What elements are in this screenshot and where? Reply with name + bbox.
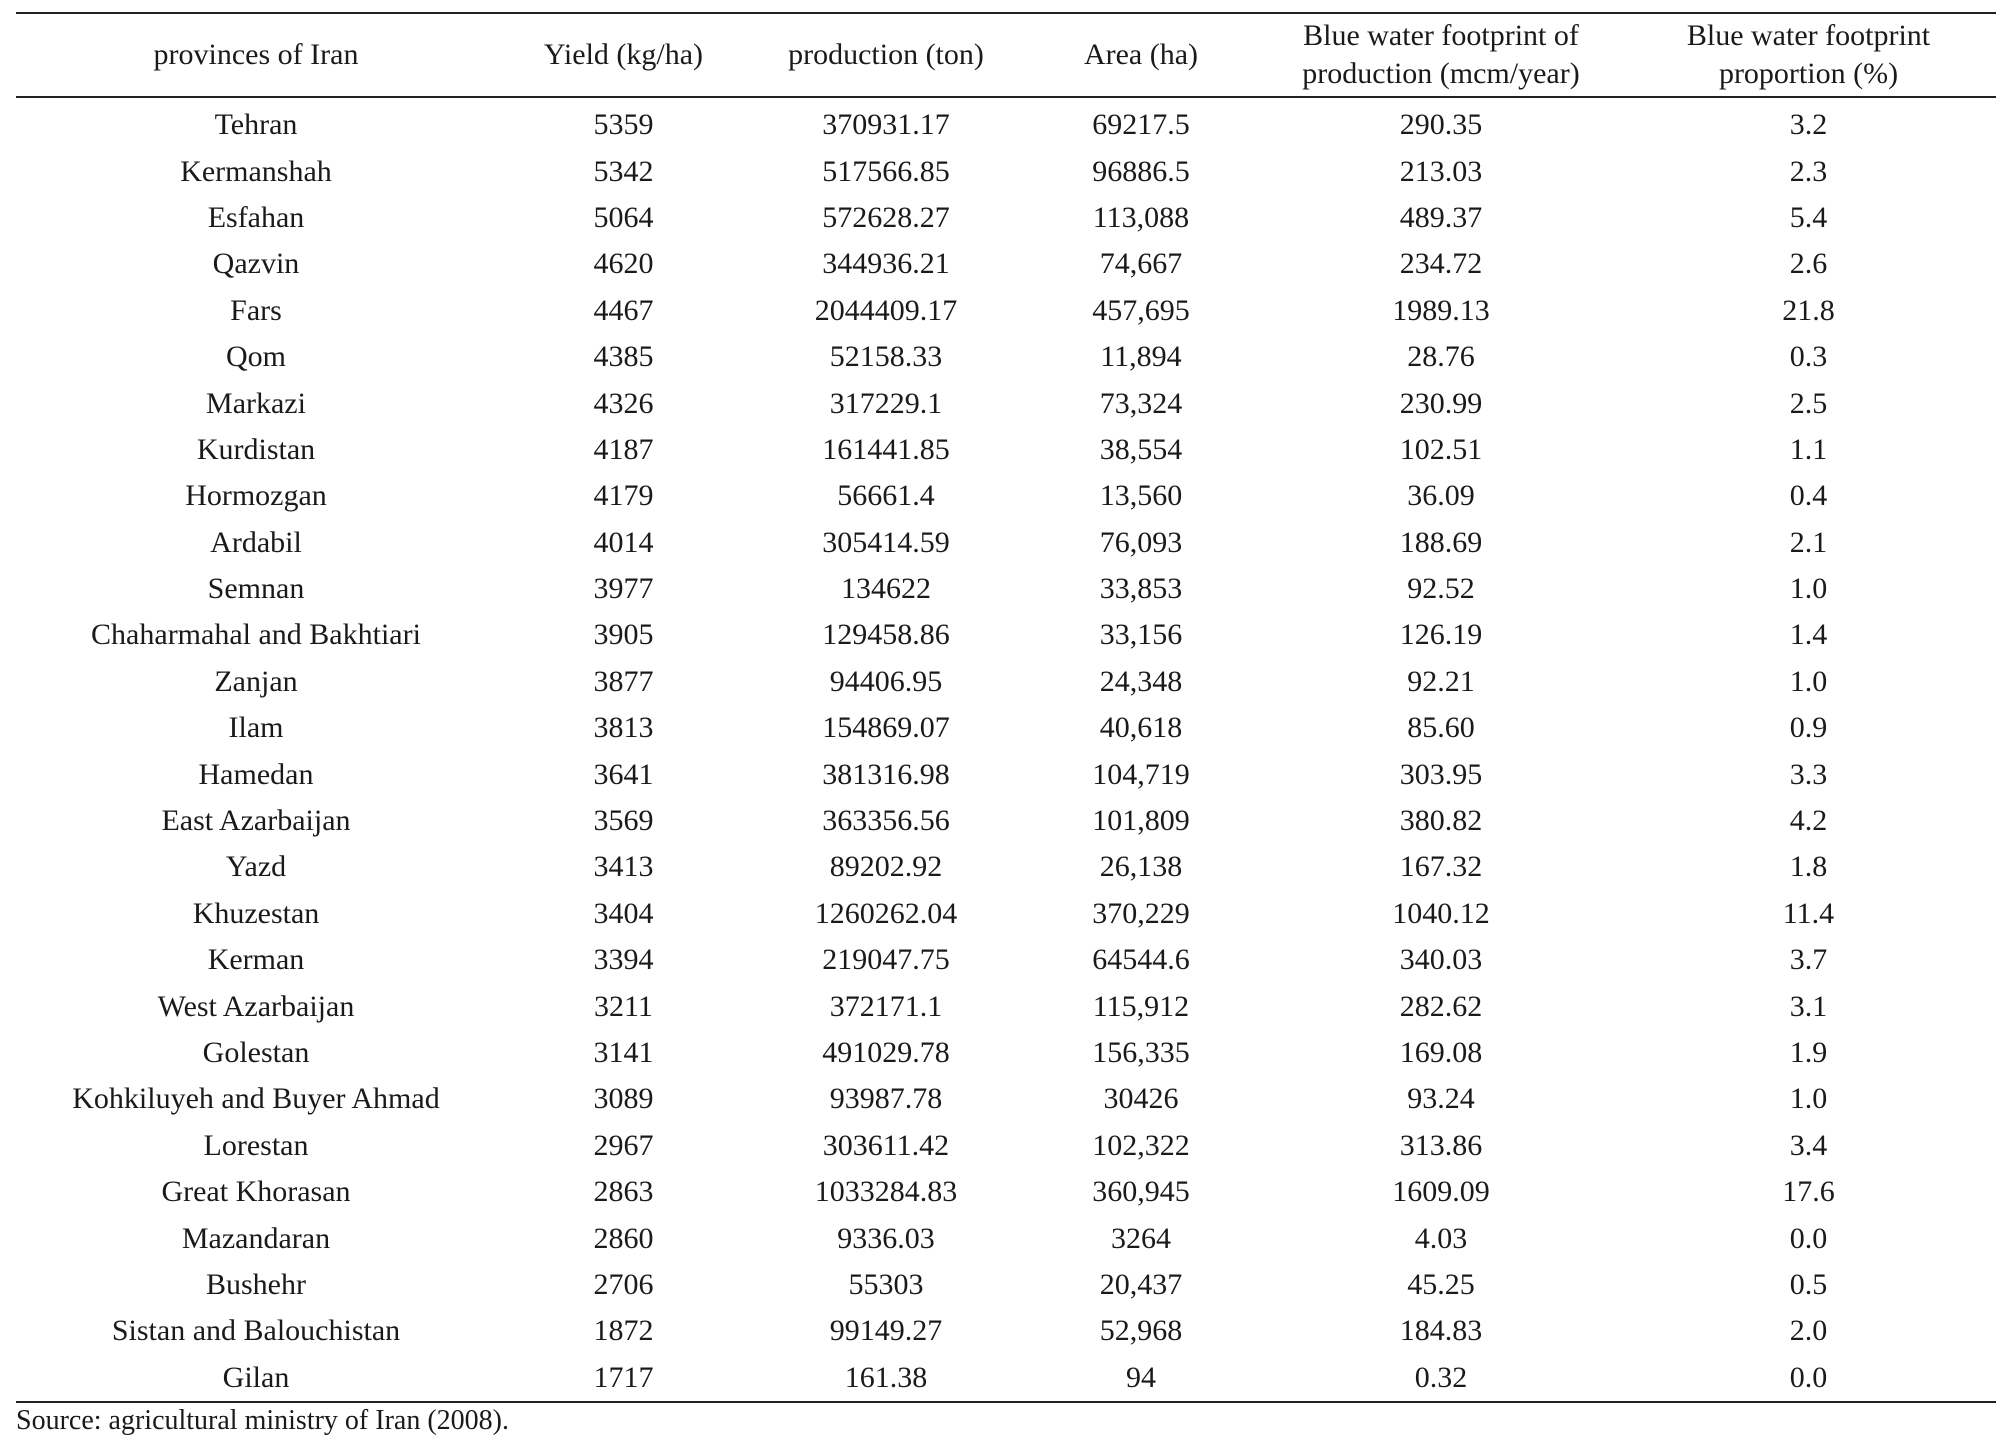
cell-province: Hamedan	[198, 757, 314, 791]
cell-province: Khuzestan	[192, 896, 320, 930]
table-row	[16, 1308, 1996, 1354]
cell-blue-water-footprint: 1040.12	[1392, 896, 1490, 930]
cell-province: Zanjan	[214, 664, 298, 698]
cell-blue-water-footprint: 167.32	[1399, 850, 1483, 884]
cell-province: Ardabil	[210, 525, 302, 559]
header-line: Area (ha)	[1083, 38, 1199, 71]
cell-province: Gilan	[222, 1360, 290, 1394]
header-area	[1021, 13, 1261, 97]
cell-area: 30426	[1103, 1082, 1179, 1116]
cell-yield: 2860	[593, 1221, 654, 1255]
cell-area: 33,156	[1099, 618, 1183, 652]
cell-province: Esfahan	[207, 200, 305, 234]
cell-footprint-proportion: 0.0	[1789, 1221, 1828, 1255]
cell-production: 317229.1	[829, 386, 943, 420]
cell-blue-water-footprint: 313.86	[1399, 1128, 1483, 1162]
cell-footprint-proportion: 2.0	[1789, 1314, 1828, 1348]
cell-footprint-proportion: 3.2	[1789, 108, 1828, 142]
cell-area: 156,335	[1092, 1036, 1190, 1069]
table-row	[16, 1169, 1996, 1215]
cell-yield: 3977	[593, 572, 654, 606]
cell-production: 305414.59	[822, 525, 950, 559]
header-line: production (ton)	[788, 38, 984, 71]
cell-production: 2044409.17	[814, 293, 958, 327]
data-table-container	[16, 12, 1996, 1403]
cell-blue-water-footprint: 85.60	[1407, 711, 1475, 745]
cell-area: 457,695	[1092, 293, 1190, 327]
cell-province: Chaharmahal and Bakhtiari	[91, 618, 421, 652]
cell-blue-water-footprint: 102.51	[1399, 432, 1483, 466]
cell-blue-water-footprint: 282.62	[1399, 989, 1483, 1023]
cell-production: 129458.86	[822, 618, 950, 652]
table-row	[16, 1262, 1996, 1308]
cell-yield: 3877	[593, 664, 654, 698]
cell-footprint-proportion: 2.6	[1789, 247, 1828, 281]
cell-province: East Azarbaijan	[161, 804, 351, 838]
cell-province: Kurdistan	[196, 432, 316, 466]
cell-production: 303611.42	[822, 1128, 950, 1162]
cell-yield: 5064	[593, 200, 654, 234]
table-row	[16, 473, 1996, 519]
cell-province: Sistan and Balouchistan	[111, 1314, 401, 1348]
cell-blue-water-footprint: 1989.13	[1392, 293, 1490, 327]
cell-province: Great Khorasan	[161, 1175, 351, 1209]
cell-blue-water-footprint: 169.08	[1399, 1036, 1483, 1069]
header-footprint-proportion	[1621, 13, 1996, 97]
cell-yield: 4620	[593, 247, 654, 281]
table-body	[16, 97, 1996, 1402]
table-header	[16, 13, 1996, 97]
header-line: proportion (%)	[1718, 57, 1899, 90]
cell-footprint-proportion: 0.3	[1789, 340, 1828, 374]
cell-blue-water-footprint: 340.03	[1399, 943, 1483, 977]
header-yield	[496, 13, 751, 97]
cell-footprint-proportion: 2.3	[1789, 154, 1828, 188]
cell-yield: 4467	[593, 293, 654, 327]
cell-production: 93987.78	[829, 1082, 943, 1116]
table-row	[16, 195, 1996, 241]
header-line: provinces of Iran	[153, 38, 359, 71]
cell-blue-water-footprint: 303.95	[1399, 757, 1483, 791]
cell-area: 76,093	[1099, 525, 1183, 559]
cell-production: 572628.27	[822, 200, 950, 234]
cell-blue-water-footprint: 489.37	[1399, 200, 1483, 234]
cell-production: 1260262.04	[814, 896, 958, 930]
province-water-footprint-table	[16, 12, 1996, 1403]
cell-province: Kohkiluyeh and Buyer Ahmad	[72, 1082, 440, 1116]
cell-province: Golestan	[202, 1036, 310, 1069]
cell-blue-water-footprint: 93.24	[1407, 1082, 1475, 1116]
cell-area: 360,945	[1092, 1175, 1190, 1209]
cell-yield: 3641	[593, 757, 654, 791]
cell-footprint-proportion: 11.4	[1782, 896, 1835, 930]
table-row	[16, 566, 1996, 612]
table-row	[16, 427, 1996, 473]
cell-blue-water-footprint: 234.72	[1399, 247, 1483, 281]
cell-area: 3264	[1111, 1221, 1171, 1255]
cell-footprint-proportion: 4.2	[1789, 804, 1828, 838]
cell-footprint-proportion: 0.5	[1789, 1267, 1828, 1301]
header-production	[751, 13, 1021, 97]
cell-production: 1033284.83	[814, 1175, 958, 1209]
cell-yield: 1872	[593, 1314, 654, 1348]
cell-footprint-proportion: 1.0	[1789, 572, 1828, 606]
cell-yield: 3569	[593, 804, 654, 838]
cell-footprint-proportion: 1.8	[1789, 850, 1828, 884]
cell-yield: 3813	[593, 711, 654, 745]
cell-footprint-proportion: 2.5	[1789, 386, 1828, 420]
cell-footprint-proportion: 1.0	[1789, 1082, 1828, 1116]
cell-production: 99149.27	[829, 1314, 943, 1348]
cell-production: 9336.03	[837, 1221, 935, 1255]
cell-blue-water-footprint: 188.69	[1399, 525, 1483, 559]
table-row	[16, 612, 1996, 658]
table-row	[16, 288, 1996, 334]
table-row	[16, 983, 1996, 1029]
cell-area: 96886.5	[1092, 154, 1190, 188]
cell-blue-water-footprint: 213.03	[1399, 154, 1483, 188]
cell-production: 344936.21	[822, 247, 950, 281]
cell-area: 38,554	[1099, 432, 1183, 466]
cell-area: 24,348	[1099, 664, 1183, 698]
table-row	[16, 705, 1996, 751]
cell-blue-water-footprint: 184.83	[1399, 1314, 1483, 1348]
cell-yield: 2706	[593, 1267, 654, 1301]
cell-area: 33,853	[1099, 572, 1183, 606]
cell-production: 56661.4	[837, 479, 935, 513]
cell-production: 89202.92	[829, 850, 943, 884]
cell-footprint-proportion: 3.7	[1789, 943, 1828, 977]
cell-footprint-proportion: 1.1	[1789, 432, 1828, 466]
cell-province: Mazandaran	[181, 1221, 331, 1255]
cell-footprint-proportion: 5.4	[1789, 200, 1828, 234]
cell-yield: 3905	[593, 618, 654, 652]
table-row	[16, 891, 1996, 937]
table-row	[16, 148, 1996, 194]
table-row	[16, 1123, 1996, 1169]
cell-production: 94406.95	[829, 664, 943, 698]
cell-province: Semnan	[207, 572, 305, 606]
cell-footprint-proportion: 2.1	[1789, 525, 1828, 559]
table-row	[16, 241, 1996, 287]
cell-production: 52158.33	[829, 340, 943, 374]
cell-blue-water-footprint: 126.19	[1399, 618, 1483, 652]
cell-blue-water-footprint: 4.03	[1414, 1221, 1468, 1255]
cell-area: 73,324	[1099, 386, 1183, 420]
cell-yield: 3413	[593, 850, 654, 884]
table-row	[16, 844, 1996, 890]
cell-province: Yazd	[225, 850, 287, 884]
cell-yield: 4385	[593, 340, 654, 374]
cell-footprint-proportion: 3.4	[1789, 1128, 1828, 1162]
cell-yield: 2967	[593, 1128, 654, 1162]
header-line: Blue water footprint of	[1303, 19, 1579, 52]
table-row	[16, 1215, 1996, 1261]
cell-footprint-proportion: 3.3	[1789, 757, 1828, 791]
cell-province: Tehran	[214, 108, 298, 142]
cell-production: 134622	[841, 572, 931, 606]
cell-blue-water-footprint: 290.35	[1399, 108, 1483, 142]
header-blue-water-footprint	[1261, 13, 1621, 97]
cell-area: 102,322	[1092, 1128, 1190, 1162]
cell-province: Qom	[226, 340, 286, 374]
table-row	[16, 1076, 1996, 1122]
cell-area: 64544.6	[1092, 943, 1190, 977]
header-line: Yield (kg/ha)	[543, 38, 704, 71]
table-row	[16, 380, 1996, 426]
cell-yield: 3089	[593, 1082, 654, 1116]
cell-footprint-proportion: 1.9	[1789, 1036, 1828, 1069]
cell-production: 161.38	[844, 1360, 928, 1394]
cell-blue-water-footprint: 230.99	[1399, 386, 1483, 420]
cell-production: 372171.1	[829, 989, 943, 1023]
cell-yield: 3211	[594, 989, 653, 1023]
cell-production: 517566.85	[822, 154, 950, 188]
cell-production: 219047.75	[822, 943, 950, 977]
cell-production: 161441.85	[822, 432, 950, 466]
header-line: Blue water footprint	[1686, 19, 1931, 52]
cell-province: Qazvin	[212, 247, 300, 281]
cell-production: 381316.98	[822, 757, 950, 791]
cell-footprint-proportion: 1.0	[1789, 664, 1828, 698]
cell-footprint-proportion: 0.4	[1789, 479, 1828, 513]
cell-footprint-proportion: 0.0	[1789, 1360, 1828, 1394]
cell-area: 113,088	[1092, 200, 1190, 234]
cell-blue-water-footprint: 45.25	[1407, 1267, 1475, 1301]
cell-production: 363356.56	[822, 804, 950, 838]
cell-yield: 3141	[593, 1036, 654, 1069]
cell-area: 13,560	[1099, 479, 1183, 513]
cell-area: 26,138	[1099, 850, 1183, 884]
cell-area: 115,912	[1092, 989, 1190, 1023]
cell-footprint-proportion: 21.8	[1782, 293, 1835, 327]
cell-yield: 4014	[593, 525, 654, 559]
cell-province: Hormozgan	[185, 479, 327, 513]
header-line: production (mcm/year)	[1302, 57, 1580, 90]
table-row	[16, 798, 1996, 844]
cell-blue-water-footprint: 92.52	[1407, 572, 1475, 606]
table-row	[16, 659, 1996, 705]
cell-area: 370,229	[1092, 896, 1190, 930]
cell-province: Kermanshah	[180, 154, 332, 188]
table-row	[16, 520, 1996, 566]
header-province	[16, 13, 496, 97]
table-row	[16, 937, 1996, 983]
cell-production: 491029.78	[822, 1036, 950, 1069]
header-row	[16, 13, 1996, 97]
table-row	[16, 97, 1996, 148]
cell-province: Bushehr	[206, 1267, 306, 1301]
cell-blue-water-footprint: 92.21	[1407, 664, 1475, 698]
cell-area: 94	[1126, 1360, 1156, 1394]
cell-province: Fars	[230, 293, 282, 327]
cell-blue-water-footprint: 28.76	[1407, 340, 1475, 374]
cell-blue-water-footprint: 380.82	[1399, 804, 1483, 838]
cell-area: 52,968	[1099, 1314, 1183, 1348]
cell-province: West Azarbaijan	[157, 989, 355, 1023]
table-row	[16, 751, 1996, 797]
cell-footprint-proportion: 17.6	[1782, 1175, 1835, 1209]
cell-area: 40,618	[1099, 711, 1183, 745]
cell-footprint-proportion: 0.9	[1789, 711, 1828, 745]
table-row	[16, 334, 1996, 380]
cell-blue-water-footprint: 1609.09	[1392, 1175, 1490, 1209]
cell-yield: 4326	[593, 386, 654, 420]
cell-yield: 4187	[593, 432, 654, 466]
cell-yield: 5359	[593, 108, 654, 142]
cell-production: 370931.17	[822, 108, 950, 142]
cell-footprint-proportion: 3.1	[1789, 989, 1828, 1023]
cell-yield: 4179	[593, 479, 654, 513]
cell-area: 74,667	[1099, 247, 1183, 281]
cell-yield: 1717	[593, 1360, 654, 1394]
cell-area: 104,719	[1092, 757, 1190, 791]
cell-blue-water-footprint: 0.32	[1414, 1360, 1468, 1394]
cell-yield: 3404	[593, 896, 654, 930]
table-row	[16, 1030, 1996, 1076]
cell-yield: 2863	[593, 1175, 654, 1209]
cell-province: Ilam	[228, 711, 284, 745]
cell-yield: 5342	[593, 154, 654, 188]
cell-area: 20,437	[1099, 1267, 1183, 1301]
cell-area: 69217.5	[1092, 108, 1190, 142]
cell-yield: 3394	[593, 943, 654, 977]
cell-province: Markazi	[206, 386, 306, 420]
cell-footprint-proportion: 1.4	[1789, 618, 1828, 652]
cell-production: 154869.07	[822, 711, 950, 745]
cell-province: Lorestan	[203, 1128, 309, 1162]
cell-area: 101,809	[1092, 804, 1190, 838]
cell-area: 11,894	[1100, 340, 1182, 374]
table-row	[16, 1355, 1996, 1402]
cell-blue-water-footprint: 36.09	[1407, 479, 1475, 513]
cell-province: Kerman	[207, 943, 305, 977]
cell-production: 55303	[848, 1267, 924, 1301]
source-note: Source: agricultural ministry of Iran (2008).	[16, 1405, 509, 1436]
